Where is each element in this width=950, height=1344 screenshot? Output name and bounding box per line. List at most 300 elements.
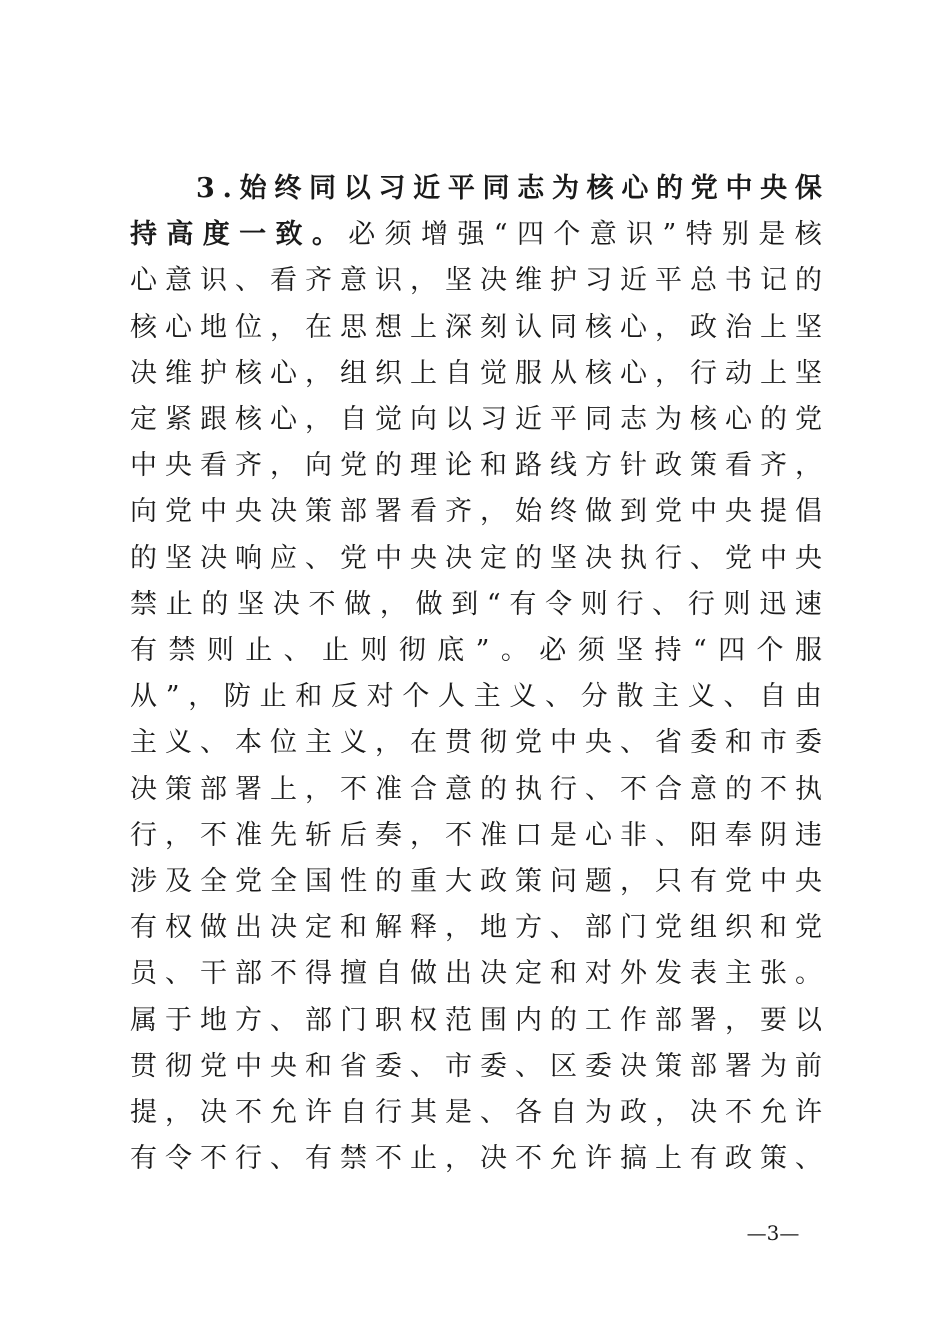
text-glyph: 识 [200,265,227,297]
text-glyph: 志 [517,173,545,204]
text-glyph: ， [270,450,297,482]
text-glyph: 贯 [130,1050,157,1082]
text-line [130,813,822,859]
text-glyph: 刻 [480,311,507,343]
text-line [130,258,822,304]
text-glyph: 执 [515,773,542,805]
text-glyph: 向 [410,404,437,435]
text-glyph: 紧 [165,404,192,435]
text-glyph: 做 [415,588,443,620]
text-glyph: 底 [437,635,465,666]
text-glyph: 出 [445,958,472,990]
text-glyph: 中 [760,542,787,574]
text-glyph: ， [620,866,647,897]
text-glyph: 核 [690,404,717,435]
text-glyph: 以 [445,404,472,435]
text-glyph: 到 [620,496,647,528]
text-glyph: ， [305,404,332,435]
text-glyph: 署 [375,496,402,528]
text-glyph: 央 [585,727,612,759]
text-glyph: 中 [760,866,787,897]
text-glyph: 则 [360,635,388,666]
text-glyph: 始 [239,173,267,204]
text-glyph: 。 [795,958,822,990]
text-glyph: 速 [794,588,822,620]
text-glyph: 有 [130,635,157,666]
text-glyph: 张 [760,958,787,990]
text-glyph: 持 [130,219,157,251]
text-glyph: 向 [305,450,332,482]
text-glyph: “ [493,219,508,251]
text-glyph: 委 [690,727,717,759]
text-glyph: ， [379,588,407,620]
text-glyph: 护 [550,265,577,297]
text-glyph: 防 [223,681,251,713]
text-glyph: 上 [270,773,297,805]
text-line [130,351,822,397]
text-glyph: 署 [725,1050,752,1082]
text-glyph: 搞 [620,1143,647,1175]
text-glyph: ， [375,727,402,759]
text-glyph: 针 [620,450,647,482]
text-glyph: 习 [378,173,406,204]
text-glyph: 个 [756,635,784,666]
text-glyph: 不 [515,1143,542,1175]
text-glyph: 、 [235,265,262,297]
text-glyph: 的 [550,1004,577,1036]
text-glyph: 度 [202,219,230,251]
text-glyph: ， [655,1097,682,1128]
text-glyph: ， [270,311,297,343]
text-glyph: 主 [305,727,332,759]
text-glyph: 执 [620,542,647,574]
text-glyph: 中 [130,450,157,482]
text-glyph: 齐 [305,265,332,297]
text-glyph: 中 [690,496,717,528]
text-glyph: 上 [410,311,437,343]
text-glyph: 提 [130,1097,157,1128]
text-glyph: 以 [795,1004,822,1036]
text-glyph: 不 [445,819,472,851]
text-glyph: 决 [270,496,297,528]
text-glyph: 到 [451,588,479,620]
text-glyph: 定 [130,404,157,435]
text-glyph: 平 [655,265,682,297]
text-glyph: 维 [515,265,542,297]
text-glyph: 人 [438,681,465,713]
text-glyph: ， [165,819,192,851]
text-glyph: 允 [550,1143,577,1175]
text-glyph: 。 [311,219,339,251]
text-glyph: 倡 [795,496,822,528]
text-glyph: 策 [305,496,332,528]
text-glyph: 主 [473,681,501,713]
text-glyph: 分 [580,681,608,713]
text-glyph: 大 [445,866,472,897]
text-glyph: 题 [585,866,612,897]
text-glyph: 的 [795,265,822,297]
text-glyph: 位 [270,727,297,759]
text-glyph: 从 [550,357,577,389]
text-glyph: 党 [725,866,752,897]
text-glyph: 对 [366,681,394,713]
text-glyph: 权 [410,1004,437,1036]
text-glyph: 应 [270,542,297,574]
text-glyph: 须 [577,635,605,666]
text-glyph: 合 [655,773,682,805]
text-glyph: 定 [515,958,542,990]
text-glyph: 不 [270,958,297,990]
text-glyph: 则 [723,588,751,620]
text-glyph: 意 [589,219,617,251]
text-glyph: 发 [655,958,682,990]
text-glyph: 地 [480,912,507,944]
text-glyph: 做 [585,496,612,528]
text-glyph: 护 [200,357,227,389]
text-glyph: 织 [725,912,752,944]
text-glyph: 服 [515,357,542,389]
text-glyph: 主 [130,727,157,759]
text-glyph: 、 [652,588,680,620]
text-glyph: 的 [656,173,684,204]
text-glyph: 位 [235,311,262,343]
text-glyph: 和 [550,958,577,990]
text-glyph: 核 [235,404,262,435]
text-glyph: 决 [272,588,300,620]
text-glyph: 觉 [480,357,507,389]
text-glyph: 齐 [760,450,787,482]
text-glyph: 和 [760,912,787,944]
text-glyph: 内 [515,1004,542,1036]
text-glyph: 终 [274,173,302,204]
text-glyph: 思 [340,311,367,343]
text-glyph: ” [475,635,490,666]
text-glyph: 决 [130,357,157,389]
text-glyph: 部 [690,1050,717,1082]
text-glyph: 中 [235,1050,262,1082]
text-glyph: 的 [375,450,402,482]
text-glyph: 主 [725,958,752,990]
text-glyph: 党 [235,866,262,897]
text-glyph: 习 [585,265,612,297]
text-glyph: 只 [655,866,682,897]
text-glyph: 不 [308,588,336,620]
text-glyph: 和 [305,1050,332,1082]
text-glyph: 党 [515,727,542,759]
text-glyph: 党 [165,496,192,528]
text-glyph: ， [655,357,682,389]
text-glyph: 心 [270,357,297,389]
text-glyph: 决 [480,265,507,297]
text-glyph: 外 [620,958,647,990]
text-glyph: 同 [482,173,510,204]
text-glyph: 义 [340,727,367,759]
text-glyph: 响 [235,542,262,574]
text-glyph: ， [480,496,507,528]
text-glyph: 方 [515,912,542,944]
text-glyph: 方 [585,450,612,482]
text-glyph: 贯 [445,727,472,759]
text-glyph: 记 [760,265,787,297]
text-glyph: 、 [620,727,647,759]
text-glyph: 核 [585,357,612,389]
text-glyph: 部 [340,496,367,528]
text-glyph: 增 [421,219,448,251]
text-glyph: 坚 [237,588,265,620]
text-glyph: 、 [480,1097,507,1128]
text-glyph: 前 [795,1050,822,1082]
text-glyph: 保 [794,173,822,204]
text-glyph: 奉 [725,819,752,851]
text-glyph: 地 [200,1004,227,1036]
text-glyph: 向 [130,496,157,528]
text-glyph: 国 [305,866,332,897]
text-glyph: 核 [235,357,262,389]
text-glyph: 识 [626,219,654,251]
text-glyph: 和 [480,450,507,482]
text-line [130,859,822,905]
text-glyph: 一 [239,219,267,251]
text-glyph: 职 [375,1004,402,1036]
text-glyph: 个 [553,219,581,251]
text-glyph: 是 [445,1097,472,1128]
text-glyph: 得 [305,958,332,990]
text-line [130,443,822,489]
text-glyph: 核 [585,311,612,343]
text-glyph: 止 [259,681,287,713]
text-glyph: 彻 [165,1050,192,1082]
text-glyph: 从 [130,681,157,713]
text-glyph: ， [305,773,332,805]
text-glyph: 齐 [235,450,262,482]
text-glyph: 不 [760,773,787,805]
text-glyph: 坚 [165,542,192,574]
text-glyph: 作 [620,1004,647,1036]
text-glyph: 和 [295,681,323,713]
text-glyph: 认 [515,311,542,343]
text-glyph: 、 [723,681,751,713]
text-line [130,951,822,997]
text-glyph: 涉 [130,866,157,897]
text-glyph: 策 [760,1143,787,1175]
text-glyph: 央 [165,450,192,482]
text-glyph: 政 [725,1143,752,1175]
text-glyph: ， [410,265,437,297]
text-glyph: 禁 [168,635,196,666]
text-glyph: 四 [516,219,544,251]
text-glyph: 看 [725,450,752,482]
text-glyph: 是 [758,219,786,251]
text-glyph: 自 [375,958,402,990]
text-glyph: ， [795,450,822,482]
text-glyph: 、 [165,958,192,990]
text-glyph: 的 [480,773,507,805]
text-glyph: 强 [457,219,485,251]
text-glyph: 有 [130,1143,157,1175]
text-glyph: 上 [410,357,437,389]
text-glyph: 习 [480,404,507,435]
text-glyph: 中 [725,173,753,204]
text-glyph: 、 [283,635,311,666]
text-line [130,1090,822,1136]
text-glyph: 党 [795,912,822,944]
text-glyph: 服 [794,635,822,666]
text-glyph: 四 [718,635,746,666]
text-glyph: 党 [655,496,682,528]
text-glyph: 行 [130,819,157,851]
text-glyph: 决 [690,1097,717,1128]
text-glyph: 央 [725,496,752,528]
text-glyph: 部 [200,773,227,805]
text-glyph: 意 [690,773,717,805]
text-glyph: 在 [410,727,437,759]
text-glyph: 部 [235,958,262,990]
text-glyph: ， [410,819,437,851]
text-glyph: 区 [550,1050,577,1082]
text-glyph: ， [445,912,472,944]
text-glyph: 中 [200,496,227,528]
text-glyph: 围 [480,1004,507,1036]
text-glyph: 央 [235,496,262,528]
text-glyph: . [222,173,232,204]
text-glyph: 违 [795,819,822,851]
text-glyph: 和 [340,912,367,944]
text-glyph: 奏 [375,819,402,851]
text-glyph: 看 [200,450,227,482]
text-glyph: 行 [690,357,717,389]
text-glyph: 、 [690,542,717,574]
text-glyph: 决 [620,1050,647,1082]
text-glyph: 个 [402,681,430,713]
text-glyph: 彻 [480,727,507,759]
text-glyph: 自 [340,1097,367,1128]
text-glyph: 行 [687,588,715,620]
text-glyph: 意 [445,773,472,805]
text-glyph: 散 [616,681,644,713]
text-glyph: 有 [690,866,717,897]
text-glyph: 止 [410,1143,437,1175]
text-glyph: 觉 [375,404,402,435]
text-glyph: 终 [550,496,577,528]
text-glyph: 坚 [616,635,644,666]
text-glyph: 为 [551,173,579,204]
text-glyph: 员 [130,958,157,990]
text-line [130,720,822,766]
text-glyph: 各 [515,1097,542,1128]
text-glyph: 、 [200,727,227,759]
text-line [130,628,822,674]
text-glyph: 自 [550,1097,577,1128]
text-glyph: 深 [445,311,472,343]
text-glyph: 释 [410,912,437,944]
text-glyph: 许 [305,1097,332,1128]
page-number: —3— [746,1221,800,1245]
text-glyph: 决 [480,1143,507,1175]
text-glyph: 出 [235,912,262,944]
text-glyph: 省 [340,1050,367,1082]
text-glyph: 门 [340,1004,367,1036]
text-glyph: 党 [795,404,822,435]
text-glyph: 全 [200,866,227,897]
text-glyph: 非 [620,819,647,851]
text-glyph: 意 [165,265,192,297]
text-line [130,582,822,628]
text-glyph: 定 [480,542,507,574]
text-glyph: 决 [585,542,612,574]
text-glyph: 、 [410,1050,437,1082]
text-glyph: 止 [245,635,273,666]
text-glyph: 策 [690,450,717,482]
text-glyph: 行 [375,1097,402,1128]
text-glyph: 省 [655,727,682,759]
text-glyph: 行 [550,773,577,805]
text-glyph: 彻 [398,635,426,666]
text-glyph: 须 [384,219,412,251]
text-glyph: 的 [375,866,402,897]
text-glyph: 部 [655,1004,682,1036]
text-glyph: 特 [685,219,713,251]
text-glyph: 坚 [795,311,822,343]
text-glyph: 、 [545,681,573,713]
text-glyph: 维 [165,357,192,389]
text-glyph: 央 [270,1050,297,1082]
text-glyph: 解 [375,912,402,944]
text-glyph: 决 [480,958,507,990]
text-glyph: 意 [340,265,367,297]
text-glyph: 则 [580,588,608,620]
text-glyph: 由 [794,681,822,713]
text-glyph: 主 [652,681,680,713]
text-glyph: 则 [206,635,234,666]
text-glyph: 政 [655,450,682,482]
text-glyph: 总 [690,265,717,297]
text-glyph: ， [655,311,682,343]
text-glyph: 署 [235,773,262,805]
text-glyph: 本 [235,727,262,759]
text-glyph: 及 [165,866,192,897]
text-glyph: 有 [509,588,537,620]
text-glyph: 、 [305,542,332,574]
text-glyph: 3 [196,173,215,204]
text-line [130,1044,822,1090]
text-glyph: 上 [760,311,787,343]
text-glyph: 部 [585,912,612,944]
text-glyph: 其 [410,1097,437,1128]
text-glyph: 做 [410,958,437,990]
text-glyph: 央 [795,542,822,574]
text-glyph: 、 [515,1050,542,1082]
text-glyph: 看 [270,265,297,297]
text-glyph: 、 [550,912,577,944]
text-glyph: 动 [725,357,752,389]
text-glyph: 同 [309,173,337,204]
text-glyph: 行 [616,588,644,620]
text-glyph: 性 [340,866,367,897]
text-glyph: 定 [305,912,332,944]
text-glyph: 书 [725,265,752,297]
text-glyph: 、 [270,1004,297,1036]
text-glyph: 别 [722,219,749,251]
text-glyph: 行 [655,542,682,574]
text-glyph: 组 [690,912,717,944]
text-glyph: 市 [760,727,787,759]
text-glyph: 心 [620,357,647,389]
text-glyph: 做 [344,588,372,620]
text-glyph: 是 [550,819,577,851]
text-glyph: 核 [794,219,822,251]
text-glyph: ” [662,219,677,251]
text-line [130,674,822,720]
